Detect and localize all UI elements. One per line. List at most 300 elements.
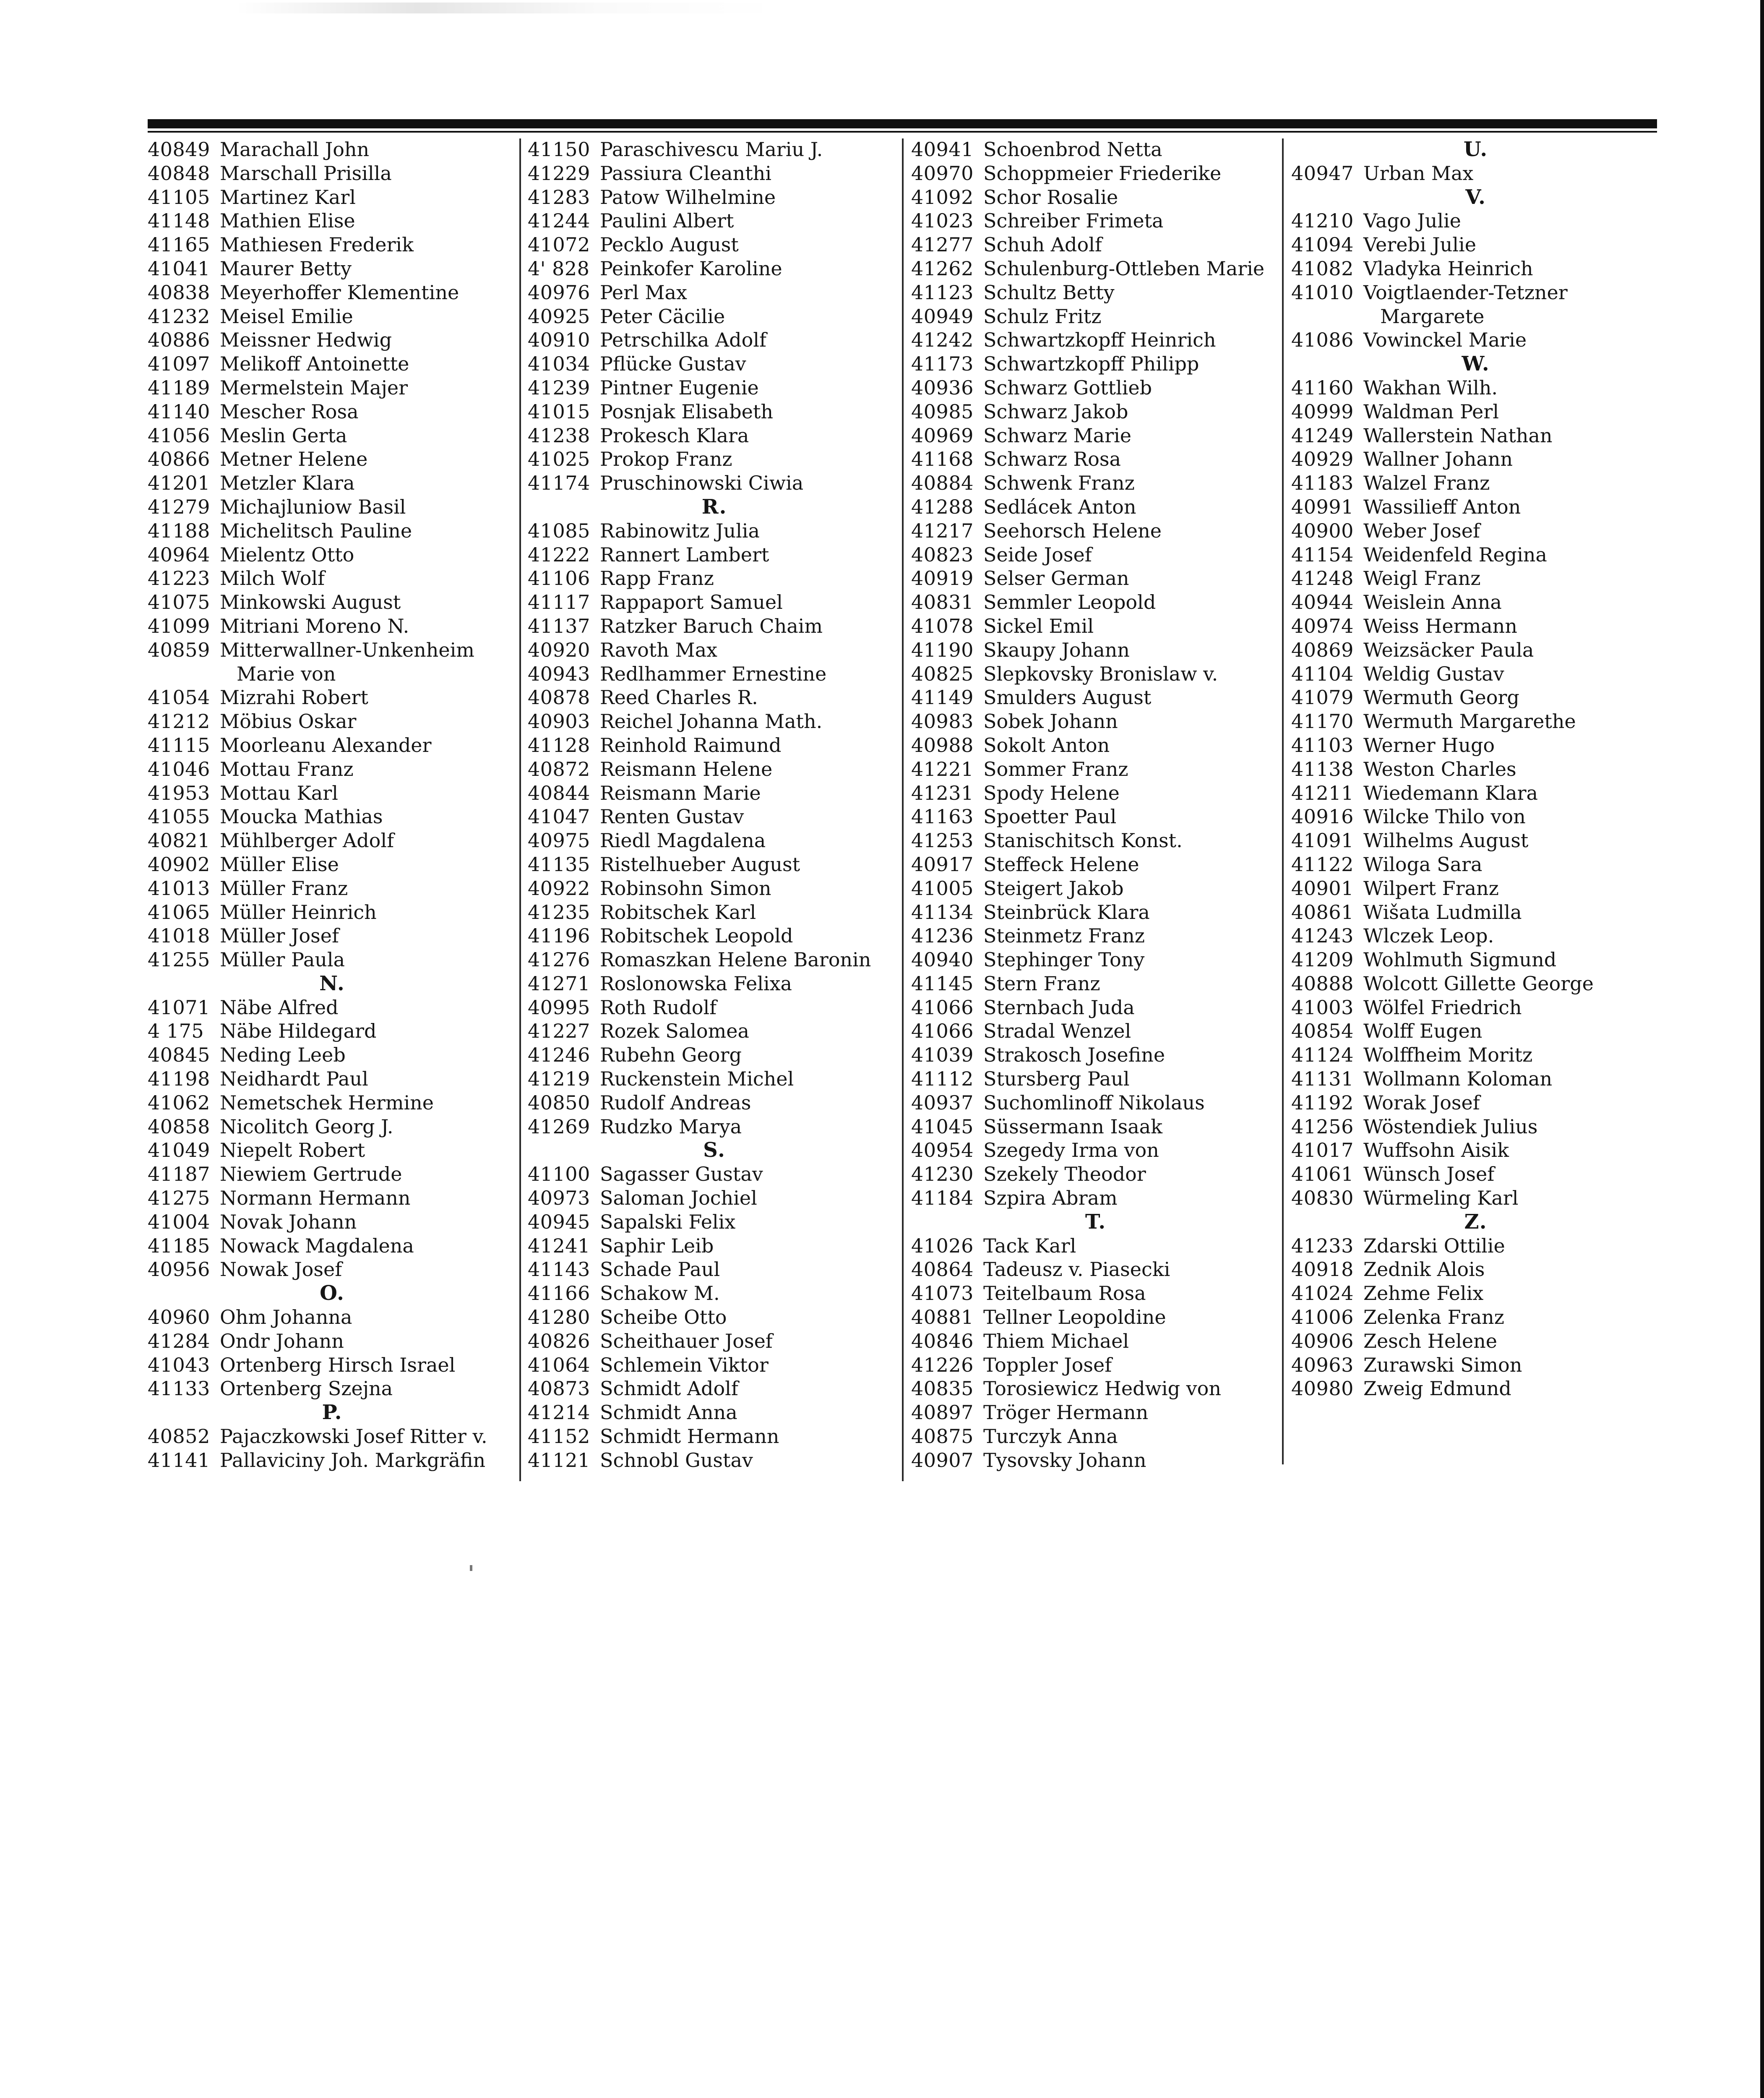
entry-name: Wassilieff Anton <box>1363 495 1521 518</box>
entry-name: Romaszkan Helene Baronin <box>600 948 871 971</box>
list-item <box>148 209 517 233</box>
list-item <box>911 1305 1280 1329</box>
entry-number: 40846 <box>911 1329 974 1352</box>
entry-number: 41187 <box>148 1163 210 1186</box>
entry-number: 40881 <box>911 1306 974 1329</box>
list-item <box>1291 686 1660 710</box>
entry-number: 40858 <box>148 1115 210 1138</box>
list-item <box>1291 447 1660 471</box>
entry-name: Wišata Ludmilla <box>1363 900 1522 924</box>
entry-number: 40917 <box>911 853 974 876</box>
entry-number: 40845 <box>148 1044 210 1067</box>
entry-name: Thiem Michael <box>983 1329 1129 1352</box>
entry-name: Schreiber Frimeta <box>983 209 1164 232</box>
entry-name: Meisel Emilie <box>220 305 353 328</box>
entry-name: Martinez Karl <box>220 185 356 209</box>
entry-number: 40970 <box>911 162 974 185</box>
entry-name: Schwarz Rosa <box>983 448 1121 471</box>
entry-name: Wuffsohn Aisik <box>1363 1139 1509 1162</box>
entry-name: Schor Rosalie <box>983 185 1118 209</box>
list-item <box>911 757 1280 781</box>
entry-number: 40954 <box>911 1139 974 1162</box>
name-list-column-3 <box>911 138 1280 1472</box>
entry-name: Weston Charles <box>1363 757 1516 780</box>
entry-number: 40949 <box>911 305 974 328</box>
list-item <box>148 924 517 948</box>
entry-name: Tadeusz v. Piasecki <box>983 1258 1170 1281</box>
entry-number: 40918 <box>1291 1258 1354 1281</box>
entry-name: Michelitsch Pauline <box>220 519 412 542</box>
header-rule <box>148 119 1657 128</box>
list-item <box>528 1019 901 1043</box>
list-item <box>911 996 1280 1020</box>
list-item <box>911 900 1280 924</box>
entry-number: 41170 <box>1291 710 1354 733</box>
entry-name: Mühlberger Adolf <box>220 829 394 852</box>
list-item <box>148 1329 517 1353</box>
entry-number: 40969 <box>911 424 974 447</box>
entry-name: Müller Franz <box>220 877 348 900</box>
entry-name: Rudzko Marya <box>600 1115 742 1138</box>
entry-number: 41122 <box>1291 853 1354 876</box>
list-item <box>528 972 901 996</box>
entry-name: Teitelbaum Rosa <box>983 1282 1146 1305</box>
list-item <box>528 686 901 710</box>
entry-name: Weislein Anna <box>1363 591 1502 614</box>
entry-number: 40878 <box>528 686 590 709</box>
entry-name: Schwarz Jakob <box>983 400 1128 423</box>
list-item <box>528 1043 901 1067</box>
list-item <box>148 1162 517 1186</box>
list-item <box>911 1329 1280 1353</box>
list-item <box>528 853 901 877</box>
list-item <box>911 1234 1280 1258</box>
list-item <box>148 447 517 471</box>
entry-name: Torosiewicz Hedwig von <box>983 1377 1221 1400</box>
entry-number: 40976 <box>528 281 590 304</box>
entry-number: 41099 <box>148 614 210 637</box>
list-item <box>911 614 1280 638</box>
entry-number: 41223 <box>148 567 210 590</box>
list-item <box>528 1234 901 1258</box>
entry-number: 41135 <box>528 853 590 876</box>
list-item <box>148 1425 517 1448</box>
entry-number: 41253 <box>911 829 974 852</box>
list-item <box>528 1425 901 1448</box>
list-item <box>1291 162 1660 185</box>
entry-number: 41235 <box>528 900 590 924</box>
name-list-column-4 <box>1291 138 1660 1401</box>
entry-number: 41280 <box>528 1306 590 1329</box>
entry-name: Würmeling Karl <box>1363 1187 1519 1210</box>
list-item <box>148 1138 517 1162</box>
entry-number: 40849 <box>148 138 210 161</box>
entry-number: 40919 <box>911 567 974 590</box>
list-item <box>528 733 901 757</box>
list-item <box>528 257 901 281</box>
entry-name: Walzel Franz <box>1363 472 1490 495</box>
entry-name: Pintner Eugenie <box>600 376 759 399</box>
entry-number: 40888 <box>1291 972 1354 995</box>
entry-name: Zurawski Simon <box>1363 1353 1522 1376</box>
entry-name: Verebi Julie <box>1363 233 1476 256</box>
list-item <box>1291 757 1660 781</box>
entry-name: Neding Leeb <box>220 1044 346 1067</box>
list-item <box>911 1043 1280 1067</box>
entry-name: Voigtlaender-Tetzner <box>1363 281 1568 304</box>
entry-number: 41221 <box>911 757 974 780</box>
entry-number: 41185 <box>148 1234 210 1257</box>
entry-name: Smulders August <box>983 686 1152 709</box>
entry-number: 41210 <box>1291 209 1354 232</box>
entry-name: Vowinckel Marie <box>1363 329 1527 352</box>
entry-name: Wöstendiek Julius <box>1363 1115 1538 1138</box>
list-item <box>911 733 1280 757</box>
entry-name: Pallaviciny Joh. Markgräfin <box>220 1448 486 1472</box>
entry-name: Ortenberg Hirsch Israel <box>220 1353 456 1376</box>
list-item <box>911 233 1280 257</box>
entry-number: 41212 <box>148 710 210 733</box>
list-item <box>911 1401 1280 1425</box>
entry-name: Ortenberg Szejna <box>220 1377 393 1400</box>
entry-name: Seehorsch Helene <box>983 519 1162 542</box>
entry-name: Schwarz Gottlieb <box>983 376 1152 399</box>
list-item <box>911 352 1280 376</box>
entry-name: Metzler Klara <box>220 472 355 495</box>
list-item <box>911 281 1280 305</box>
list-item <box>1291 1115 1660 1139</box>
entry-number: 40831 <box>911 591 974 614</box>
list-item <box>148 471 517 495</box>
entry-number: 40903 <box>528 710 590 733</box>
entry-name: Pflücke Gustav <box>600 352 746 376</box>
entry-number: 41005 <box>911 877 974 900</box>
entry-number: 41138 <box>1291 757 1354 780</box>
list-item <box>148 638 517 662</box>
entry-number: 41123 <box>911 281 974 304</box>
entry-number: 41238 <box>528 424 590 447</box>
list-item <box>1291 257 1660 281</box>
entry-number: 41262 <box>911 257 974 280</box>
list-item <box>1291 471 1660 495</box>
list-item <box>911 662 1280 686</box>
list-item <box>1291 614 1660 638</box>
entry-number: 40936 <box>911 376 974 399</box>
entry-number: 41141 <box>148 1448 210 1472</box>
entry-number: 41244 <box>528 209 590 232</box>
entry-name: Nicolitch Georg J. <box>220 1115 393 1138</box>
list-item <box>1291 1019 1660 1043</box>
entry-name: Suchomlinoff Nikolaus <box>983 1091 1205 1114</box>
section-letter-heading: N. <box>319 971 345 995</box>
entry-number: 41097 <box>148 352 210 376</box>
entry-name: Ruckenstein Michel <box>600 1067 794 1091</box>
entry-number: 41018 <box>148 924 210 947</box>
list-item <box>528 877 901 900</box>
entry-name: Novak Johann <box>220 1210 357 1233</box>
entry-name: Posnjak Elisabeth <box>600 400 774 423</box>
section-letter-heading: Z. <box>1464 1210 1488 1234</box>
entry-name: Wolcott Gillette George <box>1363 972 1594 995</box>
entry-name: Schnobl Gustav <box>600 1448 753 1472</box>
list-item <box>528 400 901 424</box>
entry-number: 40884 <box>911 472 974 495</box>
list-item <box>528 1067 901 1091</box>
entry-number: 41269 <box>528 1115 590 1138</box>
entry-number: 41173 <box>911 352 974 376</box>
entry-name: Saloman Jochiel <box>600 1187 757 1210</box>
entry-name: Wakhan Wilh. <box>1363 376 1498 399</box>
entry-number: 4 175 <box>148 1020 204 1043</box>
list-item <box>528 305 901 329</box>
entry-name: Mitterwallner-Unkenheim <box>220 638 474 661</box>
list-item <box>148 1258 517 1281</box>
entry-number <box>1291 305 1363 329</box>
entry-number: 41115 <box>148 733 210 757</box>
entry-number: 41106 <box>528 567 590 590</box>
entry-number: 40872 <box>528 757 590 780</box>
entry-name: Wermuth Georg <box>1363 686 1519 709</box>
entry-name: Pruschinowski Ciwia <box>600 472 804 495</box>
entry-number: 41103 <box>1291 733 1354 757</box>
entry-name: Prokop Franz <box>600 448 732 471</box>
list-item <box>911 424 1280 448</box>
entry-number: 40875 <box>911 1425 974 1448</box>
entry-number: 41232 <box>148 305 210 328</box>
entry-number: 41043 <box>148 1353 210 1376</box>
entry-name: Weber Josef <box>1363 519 1480 542</box>
list-item <box>148 281 517 305</box>
list-item <box>911 566 1280 590</box>
entry-name: Moucka Mathias <box>220 805 383 828</box>
list-item <box>911 328 1280 352</box>
list-item <box>148 352 517 376</box>
entry-number: 41256 <box>1291 1115 1354 1138</box>
entry-number: 41086 <box>1291 329 1354 352</box>
list-item <box>1291 1281 1660 1305</box>
list-item <box>1291 924 1660 948</box>
entry-number: 41248 <box>1291 567 1354 590</box>
list-item <box>528 519 901 543</box>
list-item <box>1291 1329 1660 1353</box>
entry-number: 41211 <box>1291 781 1354 804</box>
entry-number: 40983 <box>911 710 974 733</box>
entry-name: Neidhardt Paul <box>220 1067 368 1091</box>
entry-name: Niepelt Robert <box>220 1139 365 1162</box>
entry-name: Reichel Johanna Math. <box>600 710 823 733</box>
list-item <box>911 590 1280 614</box>
entry-name: Tack Karl <box>983 1234 1076 1257</box>
entry-name: Meyerhoffer Klementine <box>220 281 459 304</box>
entry-name: Nowack Magdalena <box>220 1234 414 1257</box>
list-item <box>911 447 1280 471</box>
entry-number: 41061 <box>1291 1163 1354 1186</box>
entry-number: 41025 <box>528 448 590 471</box>
list-item <box>911 185 1280 209</box>
list-item <box>528 805 901 829</box>
entry-name: Rozek Salomea <box>600 1020 749 1043</box>
entry-number: 41100 <box>528 1163 590 1186</box>
entry-name: Stradal Wenzel <box>983 1020 1131 1043</box>
list-item <box>911 1425 1280 1448</box>
entry-name: Reismann Marie <box>600 781 761 804</box>
list-item <box>1291 781 1660 805</box>
entry-name: Vladyka Heinrich <box>1363 257 1533 280</box>
list-item <box>148 495 517 519</box>
entry-name: Wollmann Koloman <box>1363 1067 1553 1091</box>
entry-name: Milch Wolf <box>220 567 325 590</box>
entry-number: 41056 <box>148 424 210 447</box>
entry-number: 41242 <box>911 329 974 352</box>
section-letter-heading: S. <box>703 1138 726 1162</box>
entry-number: 41288 <box>911 495 974 518</box>
entry-name: Sickel Emil <box>983 614 1094 637</box>
entry-name: Mescher Rosa <box>220 400 359 423</box>
list-item <box>1291 543 1660 567</box>
entry-name: Schultz Betty <box>983 281 1115 304</box>
entry-name: Waldman Perl <box>1363 400 1499 423</box>
list-item <box>528 1091 901 1115</box>
entry-name: Reed Charles R. <box>600 686 758 709</box>
list-item <box>528 948 901 972</box>
entry-number: 41134 <box>911 900 974 924</box>
entry-name: Steigert Jakob <box>983 877 1124 900</box>
entry-number: 40873 <box>528 1377 590 1400</box>
list-item <box>148 805 517 829</box>
entry-number: 41154 <box>1291 543 1354 566</box>
list-item <box>1291 1258 1660 1281</box>
entry-number: 41024 <box>1291 1282 1354 1305</box>
list-item <box>911 686 1280 710</box>
entry-name: Reinhold Raimund <box>600 733 782 757</box>
entry-number: 40985 <box>911 400 974 423</box>
entry-number: 40963 <box>1291 1353 1354 1376</box>
list-item <box>148 710 517 733</box>
entry-number: 41149 <box>911 686 974 709</box>
entry-name: Robitschek Leopold <box>600 924 793 947</box>
entry-number: 41201 <box>148 472 210 495</box>
entry-name: Perl Max <box>600 281 687 304</box>
entry-number: 41124 <box>1291 1044 1354 1067</box>
entry-number: 41133 <box>148 1377 210 1400</box>
entry-name: Wölfel Friedrich <box>1363 996 1522 1019</box>
entry-number: 4' 828 <box>528 257 590 280</box>
list-item <box>148 686 517 710</box>
list-item <box>1291 662 1660 686</box>
entry-number: 41229 <box>528 162 590 185</box>
entry-name: Riedl Magdalena <box>600 829 766 852</box>
list-item <box>911 1091 1280 1115</box>
list-item <box>148 257 517 281</box>
entry-number: 41104 <box>1291 662 1354 685</box>
list-item <box>148 1019 517 1043</box>
list-item <box>911 495 1280 519</box>
entry-number: 40956 <box>148 1258 210 1281</box>
entry-name: Strakosch Josefine <box>983 1044 1165 1067</box>
entry-number: 41184 <box>911 1187 974 1210</box>
entry-number: 40910 <box>528 329 590 352</box>
list-item <box>528 352 901 376</box>
list-item <box>911 781 1280 805</box>
list-item <box>528 1377 901 1401</box>
entry-name: Schoppmeier Friederike <box>983 162 1222 185</box>
entry-number: 40980 <box>1291 1377 1354 1400</box>
entry-name: Scheithauer Josef <box>600 1329 773 1352</box>
entry-number: 41047 <box>528 805 590 828</box>
list-item <box>148 781 517 805</box>
entry-name: Rudolf Andreas <box>600 1091 751 1114</box>
list-item <box>1291 376 1660 400</box>
entry-number: 41039 <box>911 1044 974 1067</box>
entry-name: Stanischitsch Konst. <box>983 829 1183 852</box>
entry-name: Schmidt Anna <box>600 1401 737 1424</box>
entry-number: 41143 <box>528 1258 590 1281</box>
entry-name: Schulenburg-Ottleben Marie <box>983 257 1265 280</box>
list-item <box>1291 948 1660 972</box>
entry-number: 40823 <box>911 543 974 566</box>
list-item <box>148 996 517 1020</box>
list-item <box>528 1448 901 1472</box>
entry-name: Wolff Eugen <box>1363 1020 1483 1043</box>
entry-name: Pecklo August <box>600 233 739 256</box>
entry-name: Müller Josef <box>220 924 339 947</box>
list-item <box>1291 1353 1660 1377</box>
entry-name: Steffeck Helene <box>983 853 1139 876</box>
entry-name: Paulini Albert <box>600 209 734 232</box>
list-item <box>911 853 1280 877</box>
list-item <box>528 662 901 686</box>
entry-name: Rappaport Samuel <box>600 591 783 614</box>
section-letter-heading: W. <box>1462 352 1490 376</box>
entry-name: Mathiesen Frederik <box>220 233 414 256</box>
list-item <box>528 566 901 590</box>
list-item <box>911 162 1280 185</box>
list-item <box>911 1162 1280 1186</box>
entry-number: 41072 <box>528 233 590 256</box>
entry-name: Mathien Elise <box>220 209 355 232</box>
name-list-column-1 <box>148 138 517 1472</box>
entry-number: 41233 <box>1291 1234 1354 1257</box>
entry-number: 41079 <box>1291 686 1354 709</box>
list-item <box>911 376 1280 400</box>
list-item <box>911 638 1280 662</box>
entry-name: Niewiem Gertrude <box>220 1163 402 1186</box>
entry-name: Zdarski Ottilie <box>1363 1234 1505 1257</box>
list-item <box>148 853 517 877</box>
entry-name: Schoenbrod Netta <box>983 138 1162 161</box>
entry-number: 41271 <box>528 972 590 995</box>
entry-number: 40988 <box>911 733 974 757</box>
entry-name: Weiss Hermann <box>1363 614 1517 637</box>
list-item <box>528 138 901 162</box>
entry-number: 41065 <box>148 900 210 924</box>
list-item <box>1291 829 1660 853</box>
entry-number: 40859 <box>148 638 210 661</box>
list-item <box>528 924 901 948</box>
entry-name: Michajluniow Basil <box>220 495 406 518</box>
entry-name: Sommer Franz <box>983 757 1128 780</box>
entry-number: 41174 <box>528 472 590 495</box>
list-item <box>148 233 517 257</box>
entry-number: 41078 <box>911 614 974 637</box>
entry-name: Minkowski August <box>220 591 401 614</box>
list-item <box>1291 1234 1660 1258</box>
entry-number: 41131 <box>1291 1067 1354 1091</box>
entry-number: 41198 <box>148 1067 210 1091</box>
entry-number: 40835 <box>911 1377 974 1400</box>
entry-number: 40897 <box>911 1401 974 1424</box>
list-item <box>528 1305 901 1329</box>
